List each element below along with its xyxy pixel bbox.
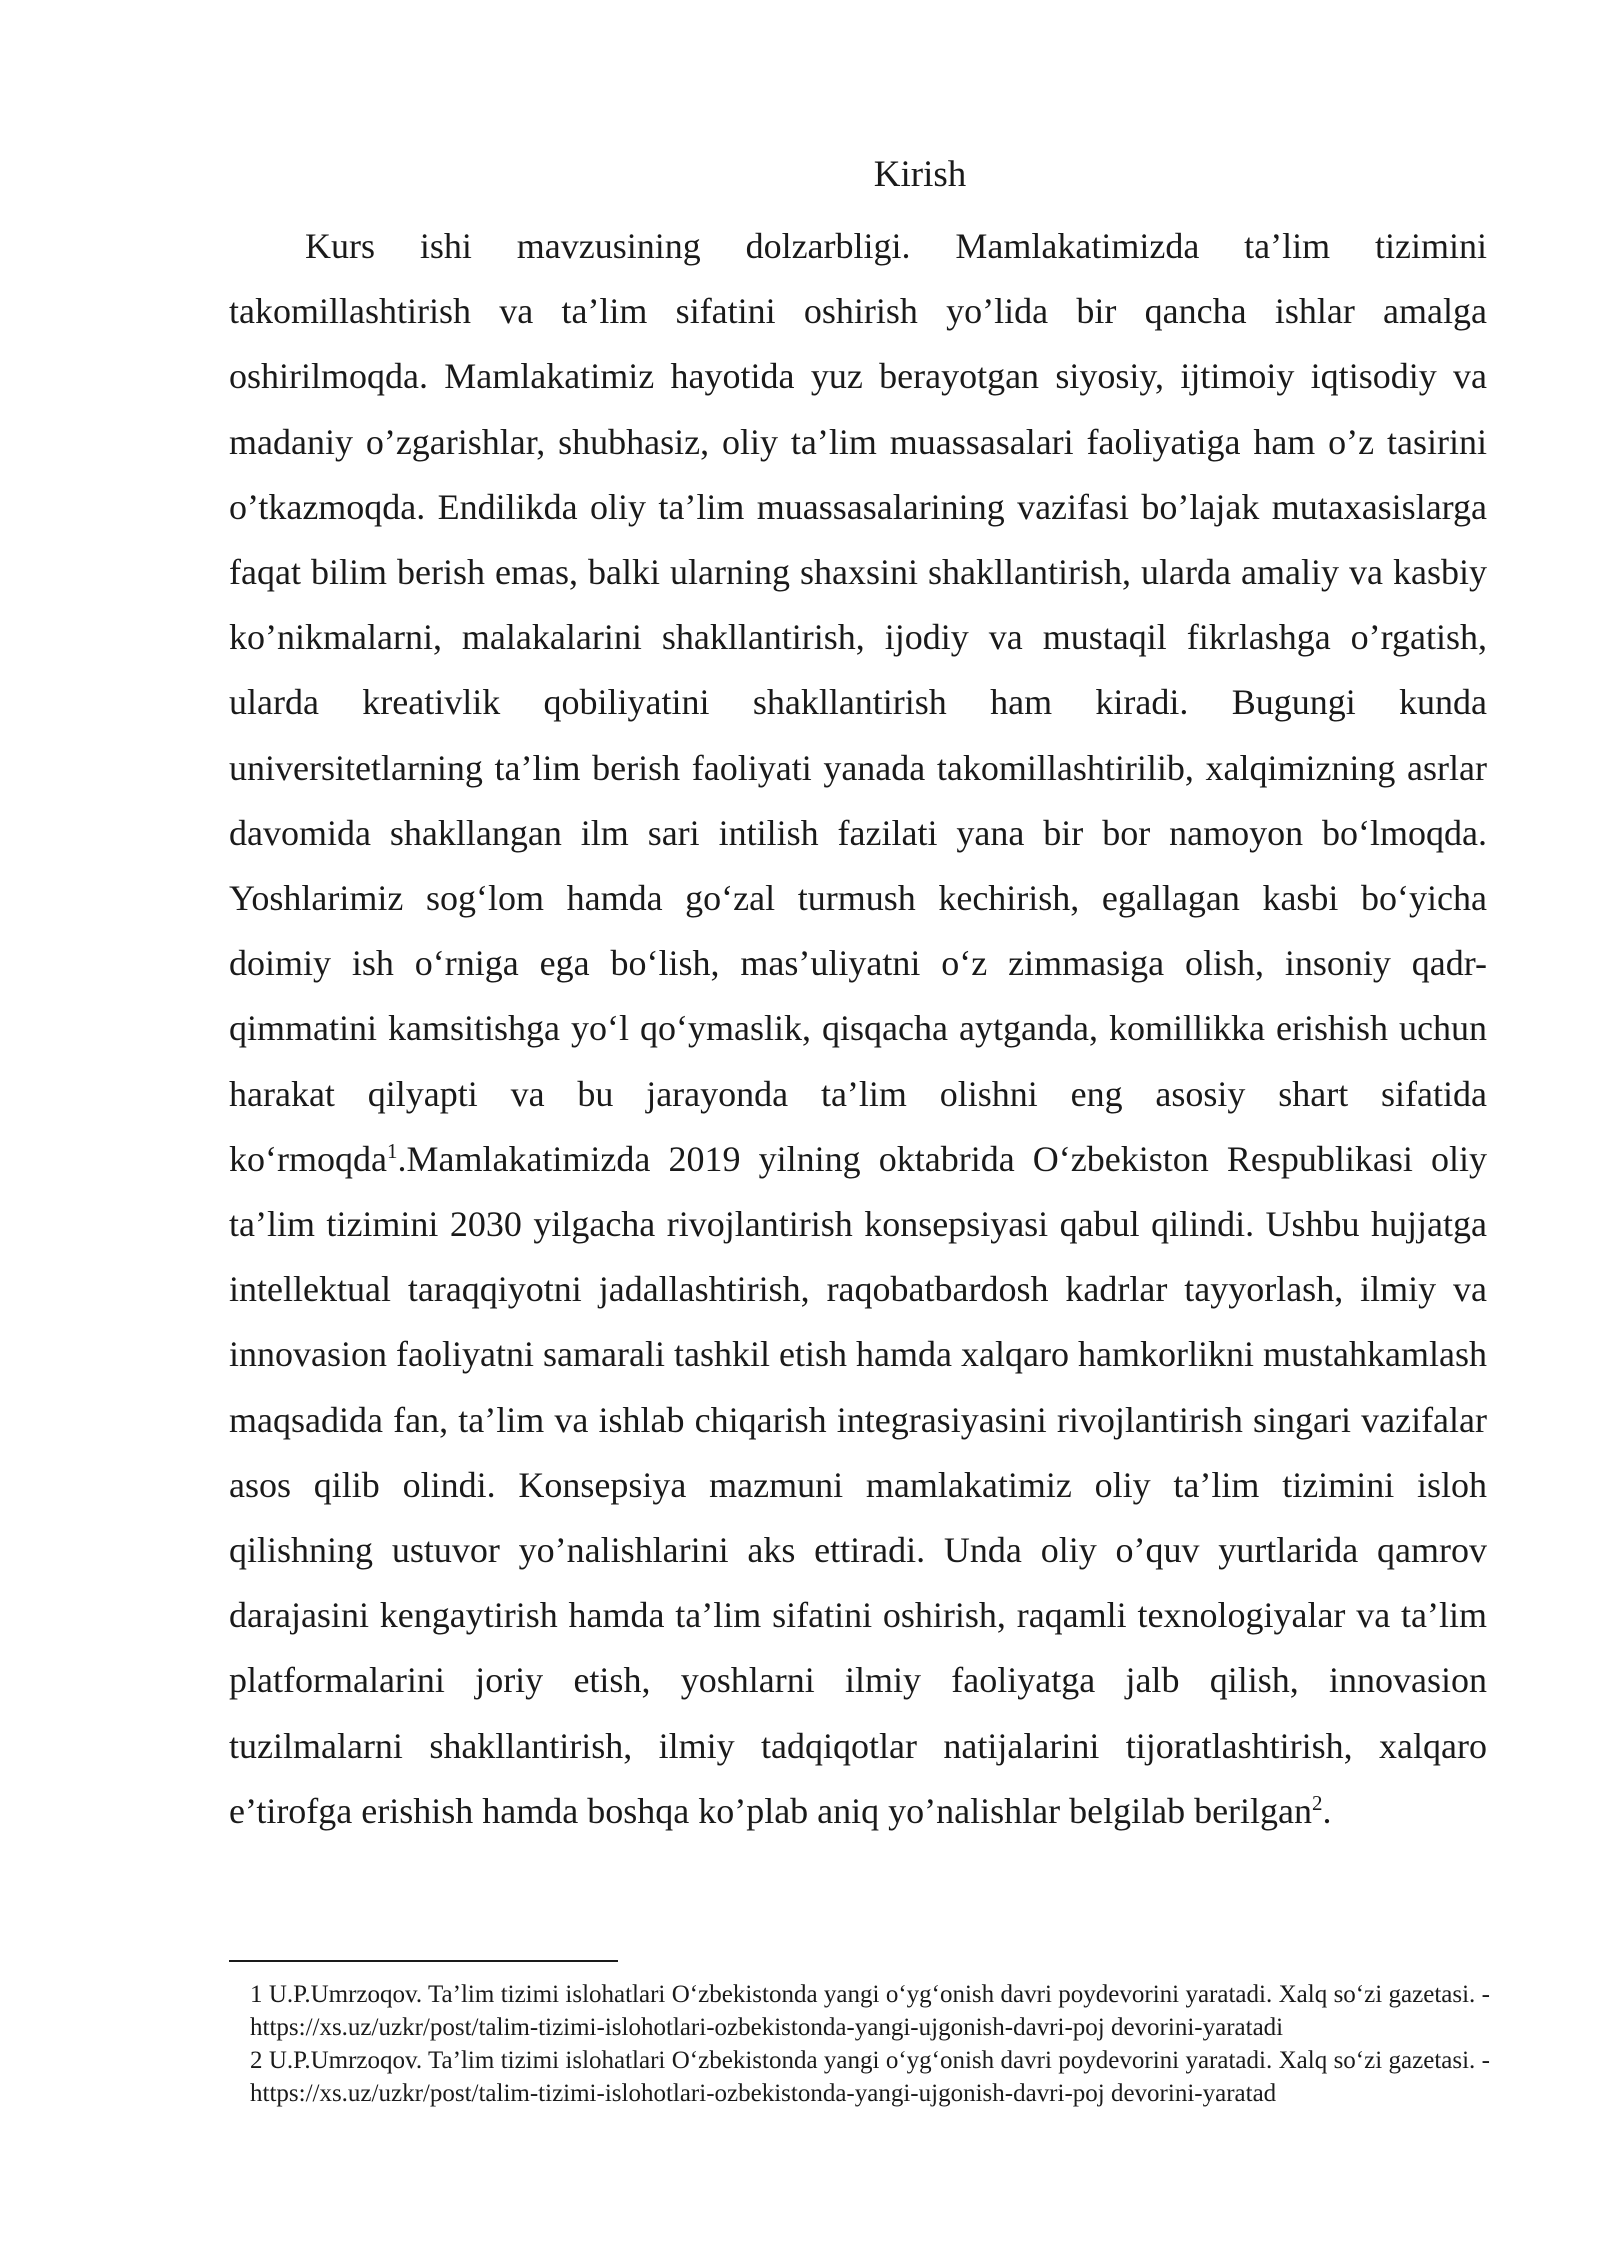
paragraph-text-part1: Kurs ishi mavzusining dolzarbligi. Mamlakatimizda ta’lim tizimini takomillashtirish va ta’lim sifatini oshirish yo’lida bir qancha ishlar amalga oshirilmoqda. Mamlakatimiz hayotida yuz berayotgan siyosiy, ijtimoiy iqtisodiy va madaniy o’zgarishlar, shubhasiz, oliy ta’lim muassasalari faoliyatiga ham o’z tasirini o’tkazmoqda. Endilikda oliy ta’lim muassasalarining vazifasi bo’lajak mutaxasislarga faqat bilim berish emas, balki ularning shaxsini shakllantirish, ularda amaliy va kasbiy ko’nikmalarni, malakalarini shakllantirish, ijodiy va mustaqil fikrlashga o’rgatish, ularda kreativlik qobiliyatini shakllantirish ham kiradi. Bugungi kunda universitetlarning ta’lim berish faoliyati yanada takomillashtirilib, xalqimizning asrlar davomida shakllangan ilm sari intilish fazilati yana bir bor namoyon bo‘lmoqda. Yoshlarimiz sog‘lom hamda go‘zal turmush kechirish, egallagan kasbi bo‘yicha doimiy ish o‘rniga ega bo‘lish, mas’uliyatni o‘z zimmasiga olish, insoniy qadr-qimmatini kamsitishga yo‘l qo‘ymaslik, qisqacha aytganda, komillikka erishish uchun harakat qilyapti va bu jarayonda ta’lim olishni eng asosiy shart sifatida ko‘rmoqda	[229, 226, 1487, 1179]
footnotes-section	[250, 1978, 1490, 2110]
paragraph-text-part2: .Mamlakatimizda 2019 yilning oktabrida O‘zbekiston Respublikasi oliy ta’lim tizimini 2030 yilgacha rivojlantirish konsepsiyasi qabul qilindi. Ushbu hujjatga intellektual taraqqiyotni jadallashtirish, raqobatbardosh kadrlar tayyorlash, ilmiy va innovasion faoliyatni samarali tashkil etish hamda xalqaro hamkorlikni mustahkamlash maqsadida fan, ta’lim va ishlab chiqarish integrasiyasini rivojlantirish singari vazifalar asos qilib olindi. Konsepsiya mazmuni mamlakatimiz oliy ta’lim tizimini isloh qilishning ustuvor yo’nalishlarini aks ettiradi. Unda oliy o’quv yurtlarida qamrov darajasini kengaytirish hamda ta’lim sifatini oshirish, raqamli texnologiyalar va ta’lim platformalarini joriy etish, yoshlarni ilmiy faoliyatga jalb qilish, innovasion tuzilmalarni shakllantirish, ilmiy tadqiqotlar natijalarini tijoratlashtirish, xalqaro e’tirofga erishish hamda boshqa ko’plab aniq yo’nalishlar belgilab berilgan	[229, 1138, 1487, 1831]
paragraph-text-end: .	[1322, 1790, 1332, 1831]
footnote-reference-2[interactable]: 2	[1312, 1790, 1323, 1815]
body-paragraph	[229, 214, 1487, 1844]
footnote-1: 1 U.P.Umrzoqov. Ta’lim tizimi islohatlari O‘zbekistonda yangi o‘yg‘onish davri poydevorini yaratadi. Xalq so‘zi gazetasi. - https://xs.uz/uzkr/post/talim-tizimi-islohotlari-ozbekistonda-yangi-ujgonish-davri-poj devorini-yaratadi	[250, 1981, 1490, 2041]
footnote-separator	[229, 1960, 618, 1962]
document-page	[229, 150, 1487, 1844]
footnote-reference-1[interactable]: 1	[386, 1138, 398, 1163]
footnote-2: 2 U.P.Umrzoqov. Ta’lim tizimi islohatlari O‘zbekistonda yangi o‘yg‘onish davri poydevorini yaratadi. Xalq so‘zi gazetasi. - https://xs.uz/uzkr/post/talim-tizimi-islohotlari-ozbekistonda-yangi-ujgonish-davri-poj devorini-yaratad	[250, 2047, 1490, 2107]
page-title: Kirish	[873, 154, 967, 195]
